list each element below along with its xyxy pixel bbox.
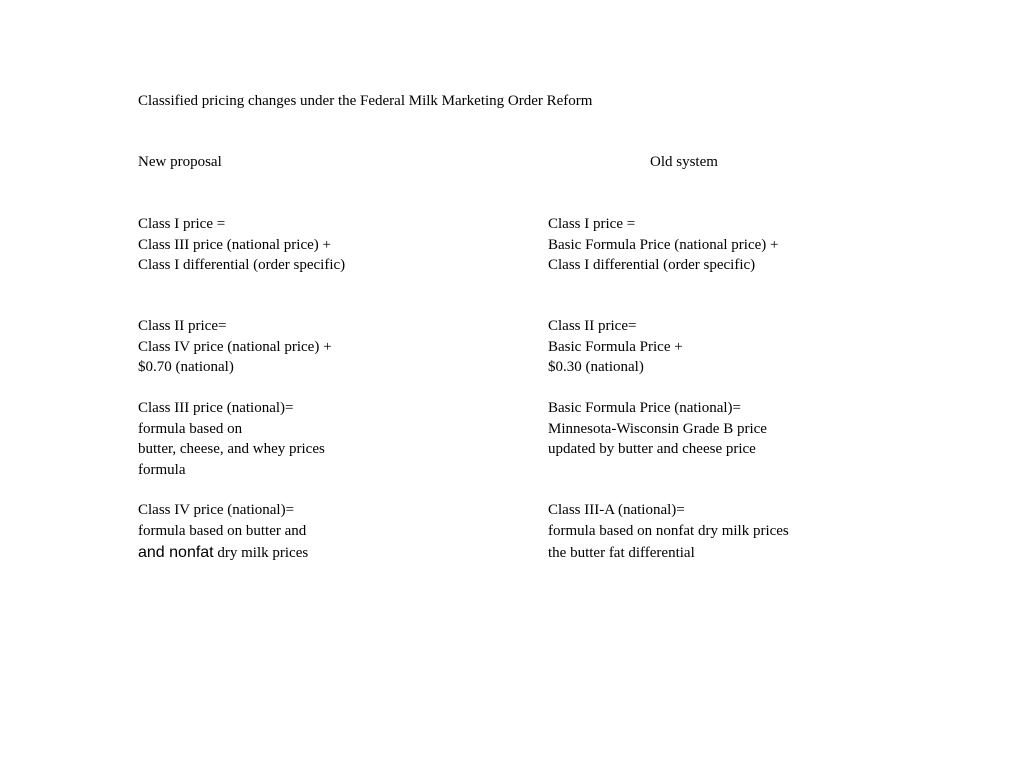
- old-class-ii-line: Basic Formula Price +: [548, 338, 683, 355]
- new-class-iii-line: formula: [138, 461, 186, 478]
- new-class-ii-line: Class IV price (national price) +: [138, 338, 332, 355]
- old-class-ii-block: [548, 316, 683, 378]
- new-class-iii-line: formula based on: [138, 420, 243, 437]
- new-class-iv-line: formula based on butter and: [138, 522, 307, 539]
- old-class-i-line: Basic Formula Price (national price) +: [548, 236, 779, 253]
- new-class-iv-line: Class IV price (national)=: [138, 502, 295, 518]
- old-bfp-line: Basic Formula Price (national)=: [548, 400, 741, 416]
- old-class-i-block: [548, 214, 778, 276]
- old-class-iiia-line: Class III-A (national)=: [548, 502, 685, 518]
- new-class-iii-block: [138, 398, 325, 480]
- new-class-i-line: Class I differential (order specific): [138, 257, 346, 273]
- new-class-ii-block: [138, 316, 332, 378]
- new-class-iv-line: [138, 543, 308, 564]
- new-class-iii-line: Class III price (national)=: [138, 400, 294, 416]
- old-class-iiia-block: [548, 500, 789, 564]
- old-class-ii-line: $0.30 (national): [548, 359, 644, 375]
- new-proposal-heading: New proposal: [138, 154, 222, 170]
- old-system-heading: Old system: [650, 154, 718, 170]
- old-class-iiia-line: the butter fat differential: [548, 545, 695, 561]
- new-class-i-block: [138, 214, 345, 276]
- new-class-ii-line: Class II price=: [138, 318, 227, 334]
- page-title: Classified pricing changes under the Federal Milk Marketing Order Reform: [138, 93, 593, 109]
- new-class-ii-line: $0.70 (national): [138, 359, 234, 375]
- new-class-iv-line-end: dry milk prices: [213, 545, 309, 561]
- new-class-i-line: Class III price (national price) +: [138, 236, 331, 253]
- old-bfp-line: Minnesota-Wisconsin Grade B price: [548, 420, 767, 437]
- old-bfp-block: [548, 398, 767, 460]
- new-class-iv-block: [138, 500, 308, 564]
- new-class-i-line: Class I price =: [138, 216, 226, 232]
- new-class-iii-line: butter, cheese, and whey prices: [138, 441, 325, 457]
- old-class-i-line: Class I differential (order specific): [548, 257, 756, 273]
- new-class-iv-line-start: and nonfat: [138, 544, 214, 561]
- old-bfp-line: updated by butter and cheese price: [548, 441, 756, 457]
- old-class-ii-line: Class II price=: [548, 318, 637, 334]
- old-class-iiia-line: formula based on nonfat dry milk prices: [548, 522, 789, 539]
- old-class-i-line: Class I price =: [548, 216, 636, 232]
